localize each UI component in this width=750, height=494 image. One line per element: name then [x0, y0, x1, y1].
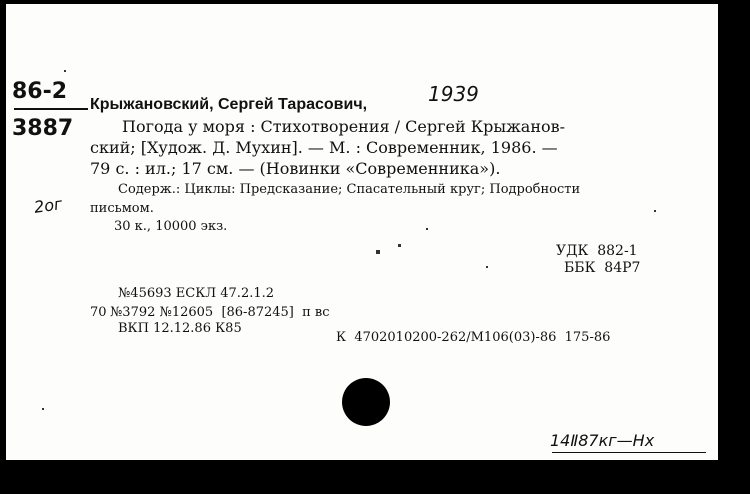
udk-code: УДК 882-1	[556, 243, 638, 259]
author-heading: Крыжановский, Сергей Тарасович,	[90, 96, 368, 113]
description-line-1: Погода у моря : Стихотворения / Сергей Крыжанов-	[122, 117, 566, 136]
handwritten-margin-note: 2ог	[32, 194, 64, 217]
isbn-code: К 4702010200-262/М106(03)-86 175-86	[336, 330, 611, 345]
scan-speck	[426, 228, 428, 230]
scan-speck	[376, 250, 380, 254]
catalog-card	[6, 4, 718, 460]
call-number-divider	[14, 108, 88, 110]
scan-speck	[42, 408, 44, 410]
call-number-top: 86-2	[12, 79, 68, 104]
scan-speck	[64, 70, 66, 72]
contents-line-1: Содерж.: Циклы: Предсказание; Спасательный круг; Подробности	[118, 182, 581, 197]
description-line-2: ский; [Худож. Д. Мухин]. — М. : Современник, 1986. —	[90, 138, 558, 157]
handwritten-year: 1939	[428, 82, 479, 106]
registry-line-2: №3792 №12605 [86-87245] п вс	[110, 305, 330, 320]
registry-line-3: ВКП 12.12.86 К85	[118, 321, 242, 336]
call-number-bottom: 3887	[12, 116, 74, 141]
contents-line-2: письмом.	[90, 201, 154, 216]
scan-speck	[654, 210, 656, 212]
registry-line-1: №45693 ЕСКЛ 47.2.1.2	[118, 286, 275, 301]
punch-hole	[342, 378, 390, 426]
price-run: 30 к., 10000 экз.	[114, 219, 228, 234]
scan-speck	[398, 244, 401, 247]
registry-prefix: 70	[90, 305, 107, 320]
scan-speck	[486, 266, 488, 268]
handwritten-bottom-note: 14Ⅱ87кг—Нх	[550, 431, 655, 450]
bbk-code: ББК 84Р7	[564, 260, 641, 276]
description-line-3: 79 с. : ил.; 17 см. — (Новинки «Современника»).	[90, 159, 501, 178]
bottom-note-underline	[552, 452, 706, 453]
